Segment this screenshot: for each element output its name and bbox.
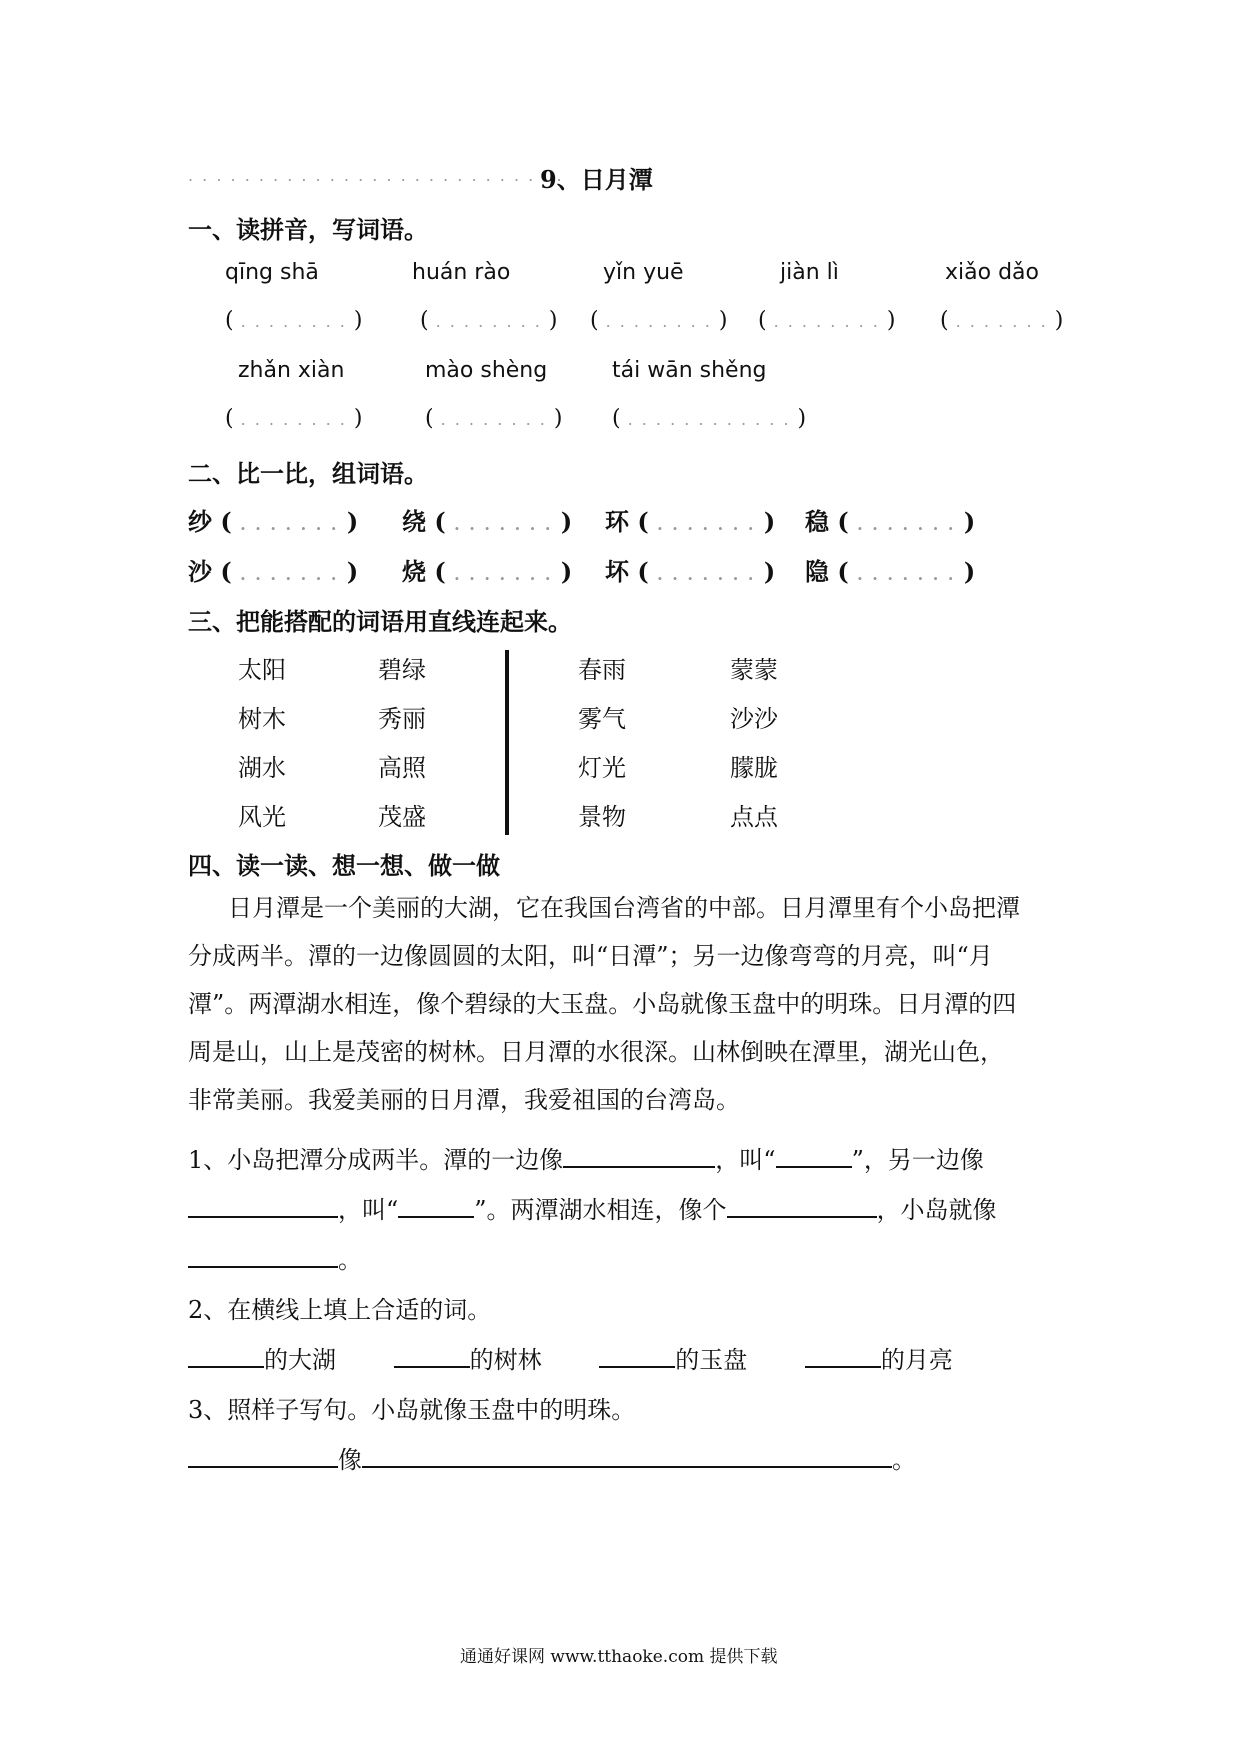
- answer-blank[interactable]: [727, 1194, 877, 1218]
- answer-blank[interactable]: [188, 1344, 264, 1368]
- passage-line: 非常美丽。我爱美丽的日月潭，我爱祖国的台湾岛。: [188, 1086, 740, 1114]
- question-3-text: 。: [892, 1446, 916, 1474]
- pinyin-6: zhǎn xiàn: [238, 358, 345, 383]
- answer-blank[interactable]: [563, 1144, 715, 1168]
- passage-line: 分成两半。潭的一边像圆圆的太阳，叫“日潭”；另一边像弯弯的月亮，叫“月: [188, 942, 993, 970]
- answer-blank[interactable]: [776, 1144, 852, 1168]
- compare-char-8: 隐 ( . . . . . . . ): [805, 557, 976, 586]
- match-word: 点点: [730, 803, 778, 831]
- question-3-answer-line: [188, 1440, 916, 1475]
- question-2-text: 2、在横线上填上合适的词。: [188, 1296, 492, 1324]
- compare-char-1: 纱 ( . . . . . . . ): [188, 507, 359, 536]
- answer-blank[interactable]: [599, 1344, 675, 1368]
- compare-char-3: 环 ( . . . . . . . ): [605, 507, 776, 536]
- question-1-text: ，叫“: [715, 1146, 776, 1174]
- answer-blank[interactable]: [398, 1194, 474, 1218]
- match-word: 雾气: [578, 705, 626, 733]
- divider-line: [505, 650, 509, 835]
- fill-item: 的大湖: [264, 1346, 336, 1374]
- fill-item: 的树林: [469, 1346, 542, 1374]
- answer-paren-2[interactable]: ( . . . . . . . . ): [420, 308, 558, 333]
- pinyin-4: jiàn lì: [780, 260, 839, 285]
- compare-char-2: 绕 ( . . . . . . . ): [402, 507, 573, 536]
- section1-heading: 一、读拼音，写词语。: [188, 215, 428, 244]
- pinyin-7: mào shèng: [425, 358, 548, 383]
- match-word: 蒙蒙: [730, 656, 778, 684]
- passage-line: 日月潭是一个美丽的大湖，它在我国台湾省的中部。日月潭里有个小岛把潭: [228, 894, 1020, 922]
- question-1-line-2: [188, 1190, 997, 1225]
- answer-blank[interactable]: [805, 1344, 881, 1368]
- match-word: 灯光: [578, 754, 626, 782]
- answer-blank[interactable]: [362, 1444, 892, 1468]
- match-word: 湖水: [238, 754, 286, 782]
- match-word: 春雨: [578, 656, 626, 684]
- answer-paren-8[interactable]: ( . . . . . . . . . . . . ): [612, 406, 807, 431]
- answer-paren-7[interactable]: ( . . . . . . . . ): [425, 406, 563, 431]
- question-2-items: [188, 1340, 953, 1375]
- answer-blank[interactable]: [188, 1194, 338, 1218]
- match-word: 太阳: [238, 656, 286, 684]
- question-1-line-3: [188, 1240, 362, 1275]
- fill-item: 的月亮: [880, 1346, 953, 1374]
- reading-passage: [188, 884, 1020, 1124]
- question-1-text: 1、小岛把潭分成两半。潭的一边像: [188, 1146, 564, 1174]
- answer-blank[interactable]: [188, 1244, 338, 1268]
- question-1-text: ，小岛就像: [876, 1196, 997, 1224]
- title-leader-dots: . . . . . . . . . . . . . . . . . . . . . . . . . . .: [188, 166, 564, 185]
- question-3-text: 3、照样子写句。小岛就像玉盘中的明珠。: [188, 1396, 636, 1424]
- answer-paren-4[interactable]: ( . . . . . . . . ): [758, 308, 896, 333]
- answer-blank[interactable]: [188, 1444, 338, 1468]
- match-word: 树木: [238, 705, 286, 733]
- answer-paren-5[interactable]: ( . . . . . . . ): [940, 308, 1064, 333]
- question-3-text: 像: [338, 1446, 362, 1474]
- compare-char-5: 沙 ( . . . . . . . ): [188, 557, 359, 586]
- match-word: 高照: [378, 754, 426, 782]
- pinyin-2: huán rào: [412, 260, 511, 285]
- match-word: 风光: [238, 803, 286, 831]
- match-word: 秀丽: [378, 705, 426, 733]
- section4-heading: 四、读一读、想一想、做一做: [188, 851, 500, 880]
- match-word: 景物: [578, 803, 626, 831]
- match-word: 茂盛: [378, 803, 426, 831]
- answer-paren-1[interactable]: ( . . . . . . . . ): [225, 308, 363, 333]
- question-1-line-1: [188, 1140, 984, 1175]
- question-1-text: ，叫“: [338, 1196, 399, 1224]
- section3-heading: 三、把能搭配的词语用直线连起来。: [188, 607, 572, 636]
- question-1-text: 。: [338, 1246, 362, 1274]
- pinyin-3: yǐn yuē: [603, 260, 684, 285]
- match-word: 沙沙: [730, 705, 778, 733]
- answer-paren-3[interactable]: ( . . . . . . . . ): [590, 308, 728, 333]
- compare-char-7: 坏 ( . . . . . . . ): [605, 557, 776, 586]
- compare-char-6: 烧 ( . . . . . . . ): [402, 557, 573, 586]
- question-1-text: ”，另一边像: [851, 1146, 984, 1174]
- pinyin-5: xiǎo dǎo: [945, 260, 1039, 285]
- pinyin-8: tái wān shěng: [612, 358, 767, 383]
- question-1-text: ”。两潭湖水相连，像个: [474, 1196, 727, 1224]
- match-word: 朦胧: [730, 754, 778, 782]
- answer-blank[interactable]: [394, 1344, 470, 1368]
- answer-paren-6[interactable]: ( . . . . . . . . ): [225, 406, 363, 431]
- page-footer: 通通好课网 www.tthaoke.com 提供下载: [460, 1647, 778, 1667]
- page-title: 9、日月潭: [540, 165, 653, 194]
- pinyin-1: qīng shā: [225, 260, 319, 285]
- match-word: 碧绿: [378, 656, 426, 684]
- passage-line: 周是山，山上是茂密的树林。日月潭的水很深。山林倒映在潭里，湖光山色，: [188, 1038, 1004, 1066]
- compare-char-4: 稳 ( . . . . . . . ): [805, 507, 976, 536]
- fill-item: 的玉盘: [675, 1346, 748, 1374]
- passage-line: 潭”。两潭湖水相连，像个碧绿的大玉盘。小岛就像玉盘中的明珠。日月潭的四: [188, 990, 1017, 1018]
- section2-heading: 二、比一比，组词语。: [188, 459, 428, 488]
